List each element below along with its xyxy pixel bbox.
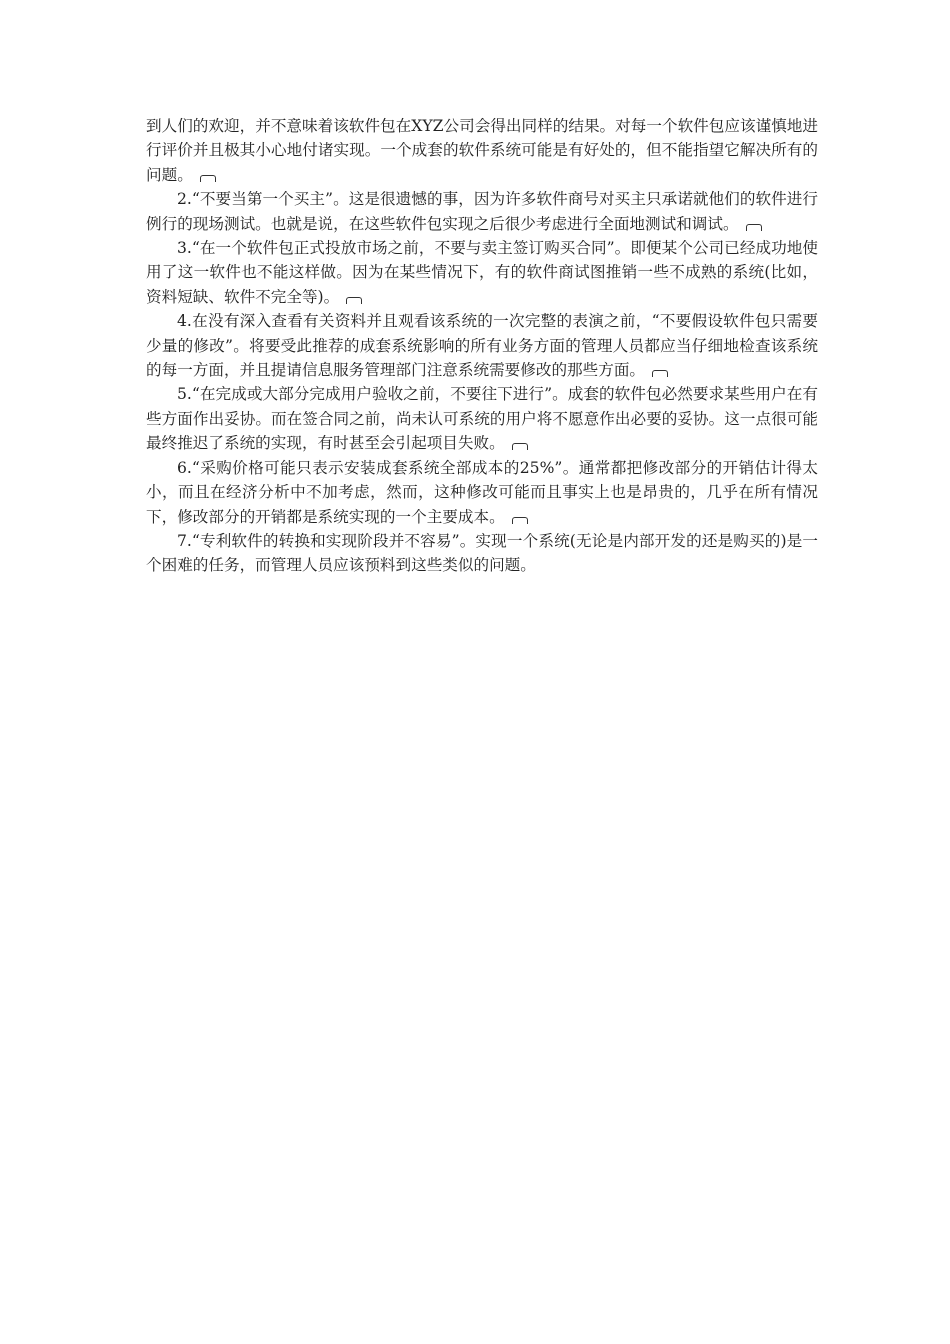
paragraph-item-6 <box>146 456 818 529</box>
paragraph-item-5 <box>146 382 818 455</box>
paragraph-text: 7.“专利软件的转换和实现阶段并不容易”。实现一个系统(无论是内部开发的还是购买的)是一个困难的任务，而管理人员应该预料到这些类似的问题。 <box>146 531 818 575</box>
paragraph-text: 5.“在完成或大部分完成用户验收之前，不要往下进行”。成套的软件包必然要求某些用户在有些方面作出妥协。而在签合同之前，尚未认可系统的用户将不愿意作出必要的妥协。这一点很可能最终推迟了系统的实现，有时甚至会引起项目失败。 <box>146 385 818 453</box>
paragraph-end-mark-icon <box>512 517 528 524</box>
document-body <box>146 114 818 578</box>
paragraph-item-2 <box>146 187 818 236</box>
paragraph-text: 到人们的欢迎，并不意味着该软件包在XYZ公司会得出同样的结果。对每一个软件包应该谨慎地进行评价并且极其小心地付诸实现。一个成套的软件系统可能是有好处的，但不能指望它解决所有的问题。 <box>146 117 818 184</box>
paragraph-item-4 <box>146 309 818 382</box>
paragraph-text: 6.“采购价格可能只表示安装成套系统全部成本的25%”。通常都把修改部分的开销估计得太小，而且在经济分析中不加考虑，然而，这种修改可能而且事实上也是昂贵的，几乎在所有情况下，修改部分的开销都是系统实现的一个主要成本。 <box>146 458 818 526</box>
paragraph-end-mark-icon <box>200 175 216 182</box>
paragraph-text: 3.“在一个软件包正式投放市场之前，不要与卖主签订购买合同”。即便某个公司已经成功地使用了这一软件也不能这样做。因为在某些情况下，有的软件商试图推销一些不成熟的系统(比如，资料短缺、软件不完全等)。 <box>146 239 818 306</box>
paragraph-end-mark-icon <box>512 443 528 450</box>
paragraph-continuation <box>146 114 818 187</box>
paragraph-end-mark-icon <box>746 224 762 231</box>
paragraph-text: 4.在没有深入查看有关资料并且观看该系统的一次完整的表演之前，“不要假设软件包只需要少量的修改”。将要受此推荐的成套系统影响的所有业务方面的管理人员都应当仔细地检查该系统的每一方面，并且提请信息服务管理部门注意系统需要修改的那些方面。 <box>146 312 818 380</box>
paragraph-end-mark-icon <box>346 297 362 304</box>
paragraph-item-3 <box>146 236 818 309</box>
paragraph-text: 2.“不要当第一个买主”。这是很遗憾的事，因为许多软件商号对买主只承诺就他们的软件进行例行的现场测试。也就是说，在这些软件包实现之后很少考虑进行全面地测试和调试。 <box>146 190 818 233</box>
paragraph-end-mark-icon <box>652 370 668 377</box>
paragraph-item-7 <box>146 529 818 578</box>
